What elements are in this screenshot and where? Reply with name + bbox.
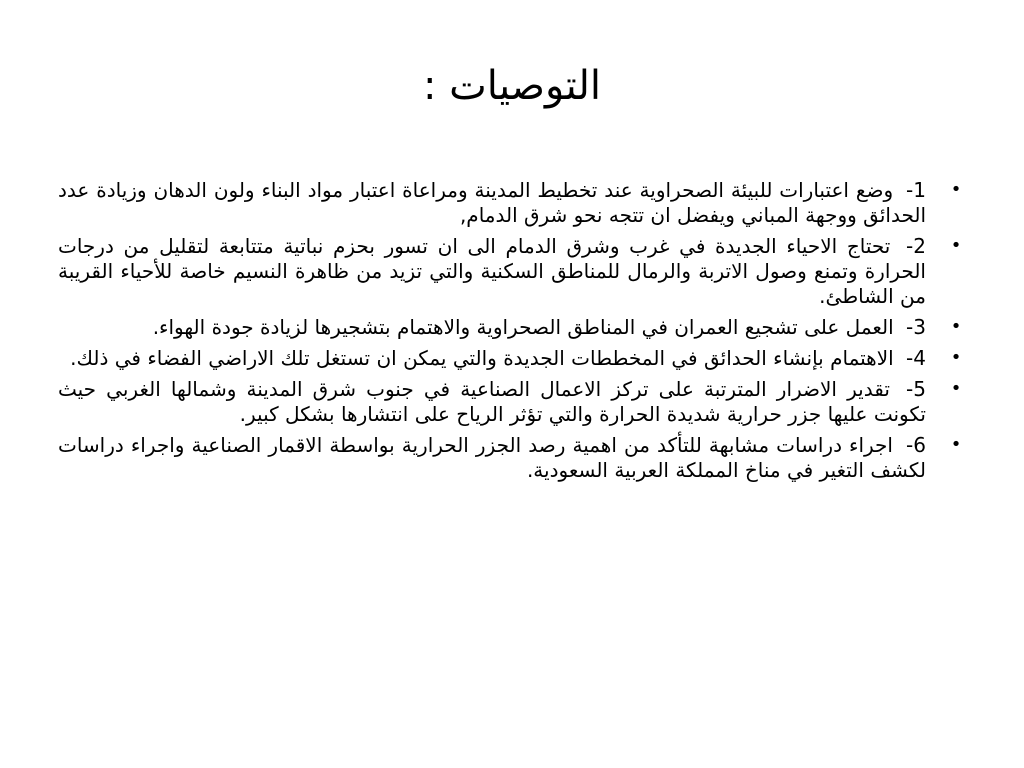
list-item [58,433,966,483]
item-text: العمل على تشجيع العمران في المناطق الصحراوية والاهتمام بتشجيرها لزيادة جودة الهواء. [152,315,894,339]
item-number: 2- [906,234,926,258]
bullet-icon: • [950,235,962,256]
bullet-icon: • [950,316,962,337]
bullet-icon: • [950,179,962,200]
list-item [58,178,966,228]
item-number: 5- [906,377,926,401]
item-number: 3- [906,315,926,339]
recommendations-list [58,178,966,489]
list-item [58,234,966,309]
item-text: الاهتمام بإنشاء الحدائق في المخططات الجديدة والتي يمكن ان تستغل تلك الاراضي الفضاء في ذلك. [70,346,894,370]
list-item [58,346,966,371]
bullet-icon: • [950,378,962,399]
list-item [58,315,966,340]
bullet-icon: • [950,347,962,368]
item-text: اجراء دراسات مشابهة للتأكد من اهمية رصد الجزر الحرارية بواسطة الاقمار الصناعية واجراء دراسات لكشف التغير في مناخ المملكة العربية السعودية. [58,433,926,482]
item-text: وضع اعتبارات للبيئة الصحراوية عند تخطيط المدينة ومراعاة اعتبار مواد البناء ولون الدهان وزيادة عدد الحدائق ووجهة المباني ويفضل ان تتجه نحو شرق الدمام, [58,178,926,227]
list-item [58,377,966,427]
item-text: تقدير الاضرار المترتبة على تركز الاعمال الصناعية في جنوب شرق المدينة وشمالها الغربي حيث تكونت عليها جزر حرارية شديدة الحرارة والتي تؤثر الرياح على انتشارها بشكل كبير. [58,377,926,426]
item-text: تحتاج الاحياء الجديدة في غرب وشرق الدمام الى ان تسور بحزم نباتية متتابعة لتقليل من درجات الحرارة وتمنع وصول الاتربة والرمال للمناطق السكنية والتي تزيد من ظاهرة النسيم خاصة للأحياء القريبة من الشاطئ. [58,234,926,308]
bullet-icon: • [950,434,962,455]
item-number: 4- [906,346,926,370]
item-number: 6- [906,433,926,457]
item-number: 1- [906,178,926,202]
slide-title: التوصيات : [422,63,602,109]
